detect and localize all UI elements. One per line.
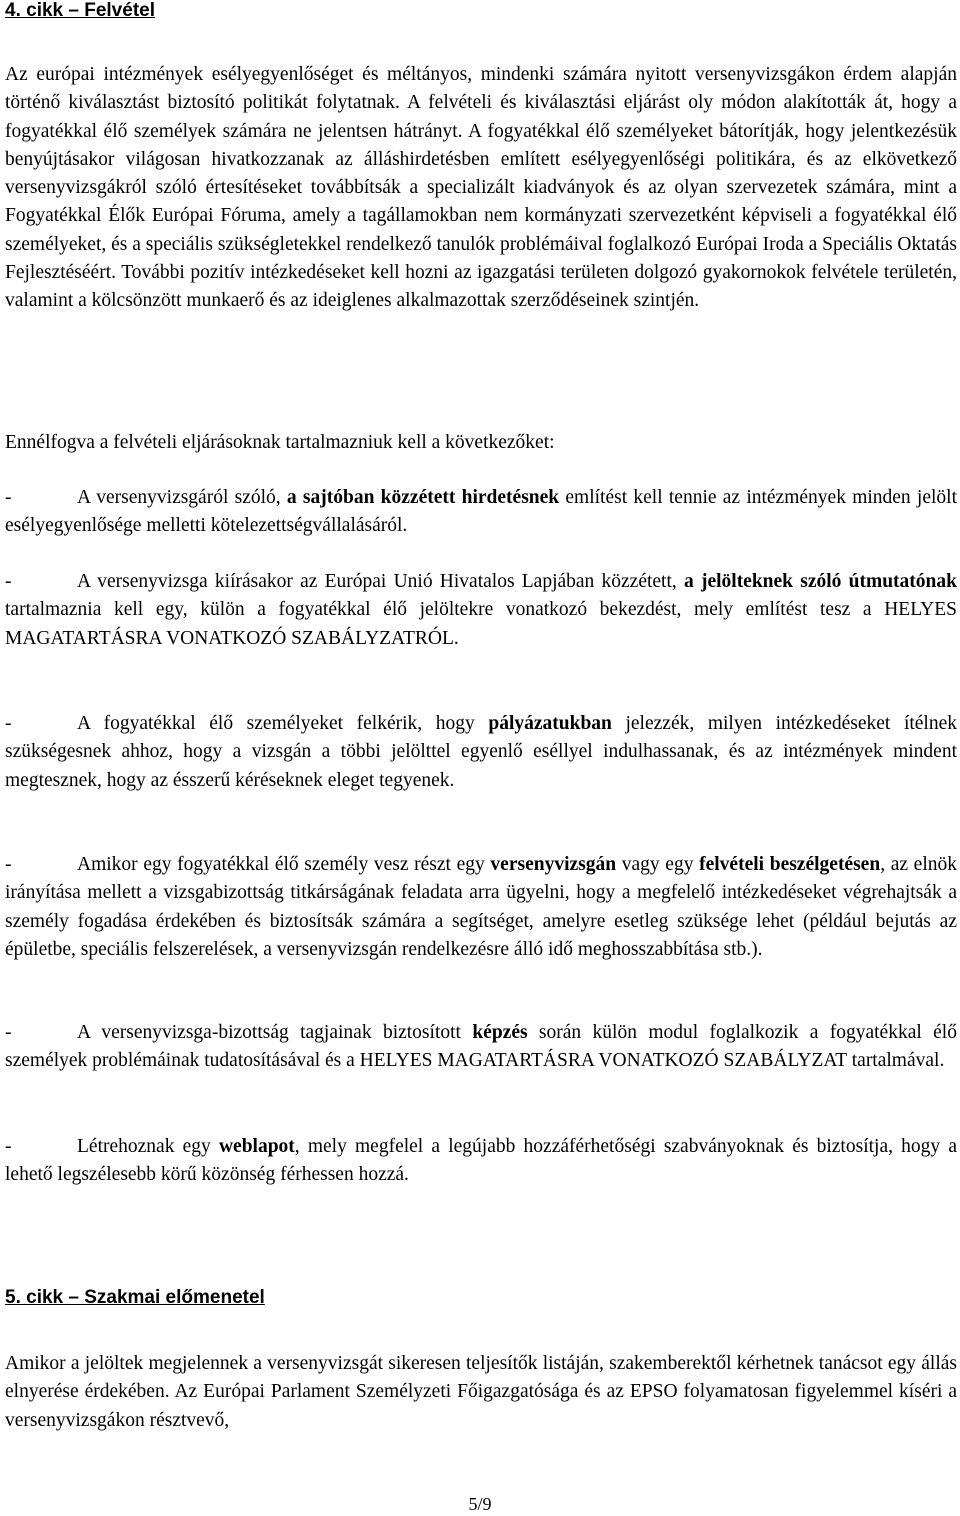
item-text: vagy egy <box>616 854 700 875</box>
list-item-4 <box>5 851 957 964</box>
item-emphasis: versenyvizsgán <box>490 854 617 875</box>
list-dash: - <box>5 1136 12 1157</box>
list-dash: - <box>5 571 12 592</box>
list-dash: - <box>5 487 12 508</box>
list-dash: - <box>5 854 12 875</box>
item-text: , mely megfelel a legújabb hozzáférhetőségi szabványoknak és biztosítja, hogy a lehető legszélesebb körű közönség férhessen hozzá. <box>5 1136 957 1186</box>
article-4-intro-paragraph: Az európai intézmények esélyegyenlőséget és méltányos, mindenki számára nyitott versenyvizsgákon érdem alapján történő kiválasztást biztosító politikát folytatnak. A felvételi és kiválasztási eljárást oly módon alakították át, hogy a fogyatékkal élő személyek számára ne jelentsen hátrányt. A fogyatékkal élő személyeket bátorítják, hogy jelentkezésük benyújtásakor világosan hivatkozzanak az álláshirdetésben említett esélyegyenlőségi politikára, és az elkövetkező versenyvizsgákról szóló értesítéseket továbbítsák a specializált kiadványok és az olyan szervezetek számára, mint a Fogyatékkal Élők Európai Fóruma, amely a tagállamokban nem kormányzati szervezetként képviseli a fogyatékkal élő személyeket, és a speciális szükségletekkel rendelkező tanulók problémáival foglalkozó Európai Iroda a Speciális Oktatás Fejlesztéséért. További pozitív intézkedéseket kell hozni az igazgatási területen dolgozó gyakornokok felvétele területén, valamint a kölcsönzött munkaerő és az ideiglenes alkalmazottak szerződéseinek szintjén. <box>5 64 957 312</box>
item-text: Amikor egy fogyatékkal élő személy vesz részt egy <box>77 854 491 875</box>
article-4-lead-paragraph: Ennélfogva a felvételi eljárásoknak tartalmazniuk kell a következőket: <box>5 432 555 453</box>
item-emphasis: a jelölteknek szóló útmutatónak <box>683 571 957 592</box>
item-text: A versenyvizsga-bizottság tagjainak biztosított <box>77 1022 473 1043</box>
item-emphasis: weblapot <box>218 1136 295 1157</box>
article-5-heading: 5. cikk – Szakmai előmenetel <box>5 1287 265 1308</box>
item-text: során külön modul foglalkozik a fogyatékkal élő személyek problémáinak tudatosításával és a HELYES MAGATARTÁSRA VONATKOZÓ SZABÁLYZAT tartalmával. <box>5 1022 957 1072</box>
list-item-2 <box>5 568 957 653</box>
item-emphasis: felvételi beszélgetésen <box>699 854 881 875</box>
page-number: 5/9 <box>468 1494 492 1514</box>
item-emphasis: képzés <box>472 1022 528 1043</box>
item-text: említést kell tennie az intézmények minden jelölt esélyegyenlősége melletti kötelezettségvállalásáról. <box>5 487 958 537</box>
item-text: A fogyatékkal élő személyeket felkérik, hogy <box>77 713 489 734</box>
list-item-5 <box>5 1019 957 1076</box>
list-item-1 <box>5 484 957 541</box>
item-text: A versenyvizsgáról szóló, <box>77 487 287 508</box>
item-text: , az elnök irányítása mellett a vizsgabizottság titkárságának feladata arra ügyelni, hogy a megfelelő intézkedéseket végrehajtsák a személy fogadása érdekében és biztosítsák számára a segítséget, amelyre esetleg szüksége lehet (például bejutás az épületbe, speciális felszerelések, a versenyvizsgán rendelkezésre álló idő meghosszabbítása stb.). <box>5 854 958 960</box>
item-text: Létrehoznak egy <box>77 1136 219 1157</box>
item-text: tartalmaznia kell egy, külön a fogyatékkal élő jelöltekre vonatkozó bekezdést, mely említést tesz a HELYES MAGATARTÁSRA VONATKOZÓ SZABÁLYZATRÓL. <box>5 599 957 649</box>
list-dash: - <box>5 1022 12 1043</box>
list-item-3 <box>5 710 957 795</box>
list-dash: - <box>5 713 12 734</box>
item-text: A versenyvizsga kiírásakor az Európai Unió Hivatalos Lapjában közzétett, <box>77 571 684 592</box>
item-emphasis: pályázatukban <box>488 713 612 734</box>
item-text: jelezzék, milyen intézkedéseket ítélnek szükségesnek ahhoz, hogy a vizsgán a többi jelölttel egyenlő eséllyel indulhassanak, és az intézmények mindent megtesznek, hogy az ésszerű kéréseknek eleget tegyenek. <box>5 713 958 791</box>
article-5-paragraph: Amikor a jelöltek megjelennek a versenyvizsgát sikeresen teljesítők listáján, szakemberektől kérhetnek tanácsot egy állás elnyerése érdekében. Az Európai Parlament Személyzeti Főigazgatósága és az EPSO folyamatosan figyelemmel kíséri a versenyvizsgákon résztvevő, <box>5 1353 957 1431</box>
list-item-6 <box>5 1133 957 1190</box>
item-emphasis: a sajtóban közzétett hirdetésnek <box>286 487 560 508</box>
article-4-heading: 4. cikk – Felvétel <box>5 0 155 21</box>
